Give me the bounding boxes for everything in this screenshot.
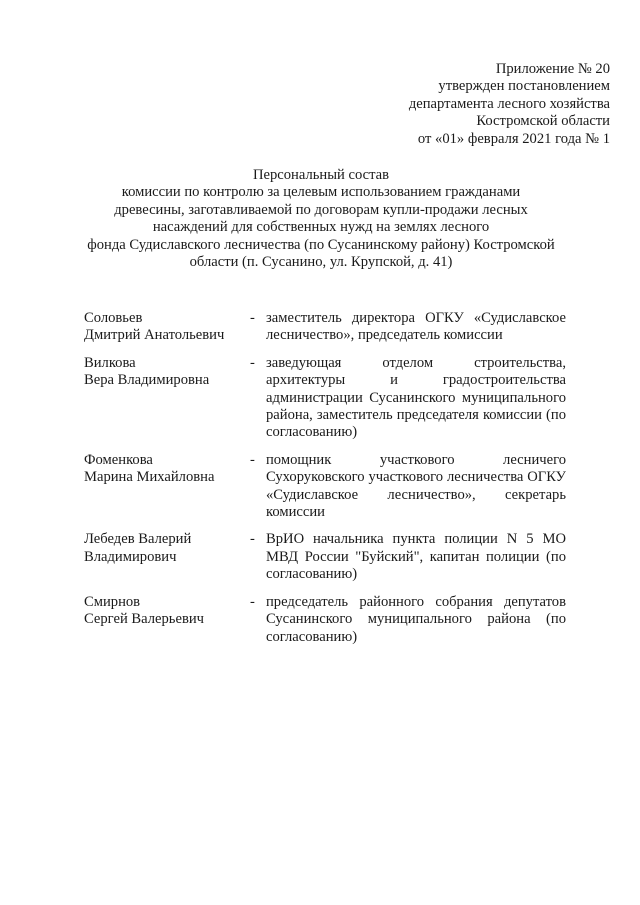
commission-members-list [84,310,566,646]
member-dash: - [250,310,255,326]
member-row [84,531,566,583]
member-name [84,310,250,345]
member-dash: - [250,451,255,468]
member-surname: Вилкова [84,354,136,371]
member-surname: Фоменкова [84,451,153,468]
member-surname: Соловьев [84,310,143,326]
approval-line: департамента лесного хозяйства [408,95,610,112]
member-role: заместитель директора ОГКУ «Судиславское лесничество», председатель комиссии [266,310,566,344]
member-given-names: Дмитрий Анатольевич [84,327,225,344]
member-given-names: Марина Михайловна [84,469,215,486]
title-line: насаждений для собственных нужд на землях лесного [152,219,490,236]
member-dash: - [250,354,255,371]
title-line: древесины, заготавливаемой по договорам купли-продажи лесных [114,201,528,218]
member-dash: - [250,531,255,548]
member-given-names: Вера Владимировна [84,372,210,389]
member-role: председатель районного собрания депутатов Сусанинского муниципального района (по согласованию) [266,593,566,645]
member-surname: Лебедев Валерий [84,531,192,548]
member-name [84,355,250,390]
member-name [84,531,250,566]
member-surname: Смирнов [84,593,141,610]
approval-block [409,61,610,148]
member-dash: - [250,593,255,610]
member-row [84,452,566,522]
member-name [84,452,250,487]
title-line: области (п. Сусанино, ул. Крупской, д. 41) [189,254,453,271]
member-row [84,594,566,646]
title-line: комиссии по контролю за целевым использованием гражданами [121,184,521,201]
member-given-names: Владимирович [84,548,177,565]
approval-line: от «01» февраля 2021 года № 1 [417,130,610,147]
approval-line: утвержден постановлением [438,78,610,95]
member-role: заведующая отделом строительства, архитектуры и градостроительства администрации Сусанинского муниципального района, заместитель председателя комиссии (по согласованию) [266,354,566,441]
title-line: фонда Судиславского лесничества (по Сусанинскому району) Костромской [87,236,555,253]
approval-line: Костромской области [476,113,610,130]
approval-line: Приложение № 20 [495,61,610,77]
member-given-names: Сергей Валерьевич [84,611,204,628]
member-row [84,310,566,345]
member-name [84,594,250,629]
document-title [62,167,580,271]
member-role: помощник участкового лесничего Сухоруковского участкового лесничества ОГКУ «Судиславское лесничество», секретарь комиссии [266,451,566,521]
member-row [84,355,566,442]
member-role: ВрИО начальника пункта полиции N 5 МО МВД России "Буйский", капитан полиции (по согласованию) [266,531,566,583]
title-line: Персональный состав [252,167,390,183]
